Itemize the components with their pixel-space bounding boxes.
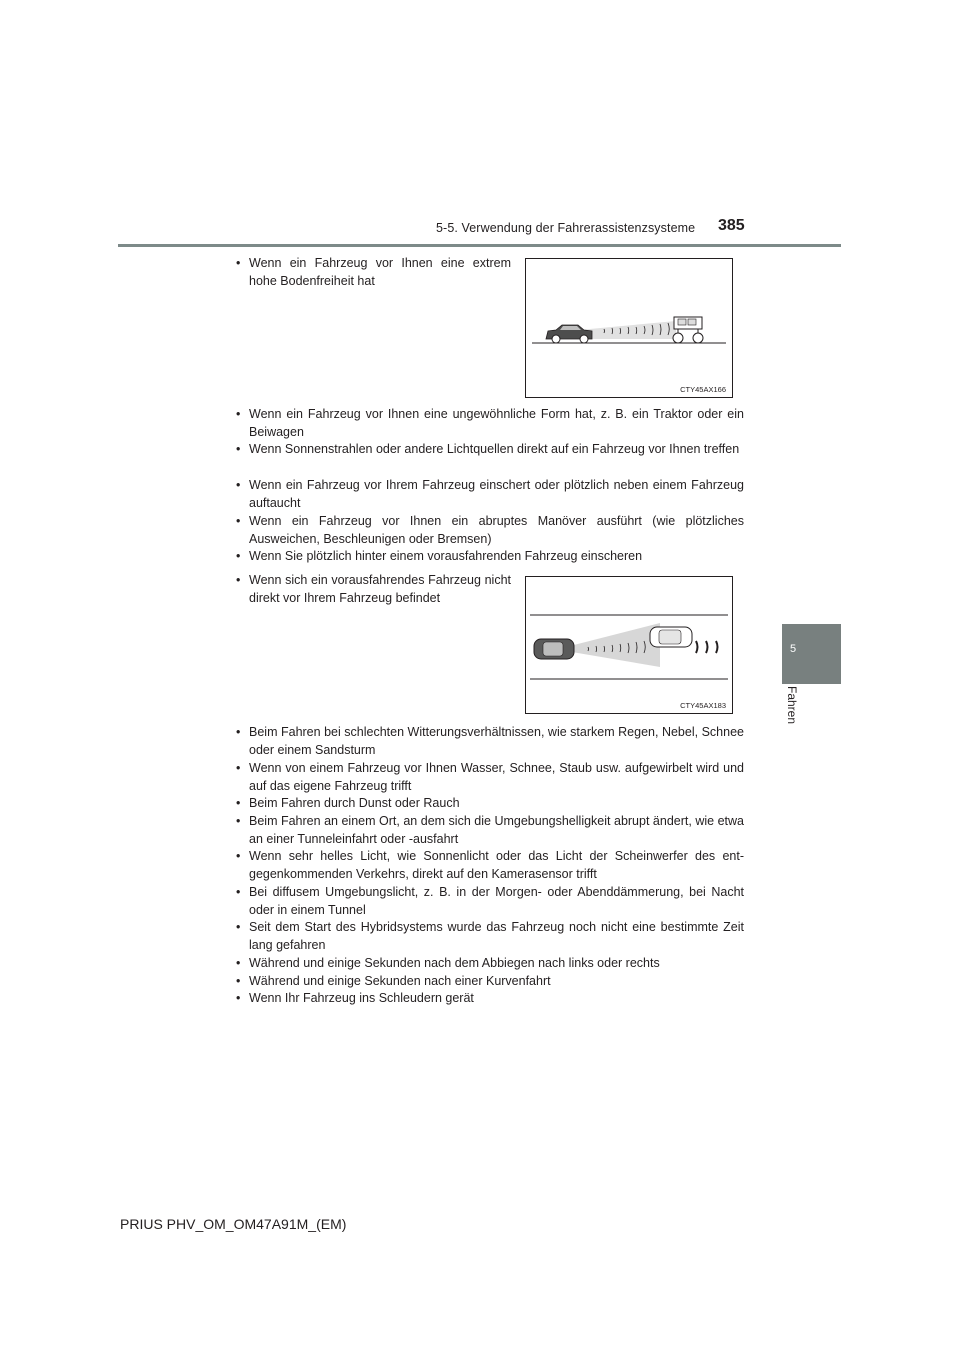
bullet-dot: •	[236, 514, 241, 528]
list-item	[236, 548, 744, 566]
bullet-dot: •	[236, 796, 241, 810]
list-item-text: Wenn ein Fahrzeug vor Ihnen eine extrem hohe Bodenfreiheit hat	[249, 256, 511, 288]
bullet-dot: •	[236, 573, 241, 587]
bullet-dot: •	[236, 256, 241, 270]
list-item	[236, 848, 744, 883]
list-item-text: Wenn ein Fahrzeug vor Ihnen eine ungewöhnliche Form hat, z. B. ein Traktor oder ein Beiwagen	[249, 407, 744, 439]
list-item	[236, 572, 511, 607]
bullet-dot: •	[236, 991, 241, 1005]
list-item	[236, 990, 744, 1008]
bullet-dot: •	[236, 974, 241, 988]
bullet-dot: •	[236, 442, 241, 456]
list-item	[236, 255, 511, 290]
header-divider	[118, 244, 841, 247]
list-item	[236, 441, 744, 459]
list-item	[236, 884, 744, 919]
bullet-dot: •	[236, 956, 241, 970]
list-item-text: Beim Fahren durch Dunst oder Rauch	[249, 796, 460, 810]
list-item-text: Wenn Sie plötzlich hinter einem vorausfahrenden Fahrzeug einscheren	[249, 549, 643, 563]
document-id: PRIUS PHV_OM_OM47A91M_(EM)	[120, 1216, 347, 1232]
list-item-text: Während und einige Sekunden nach dem Abbiegen nach links oder rechts	[249, 956, 660, 970]
bullet-dot: •	[236, 814, 241, 828]
list-item-text: Bei diffusem Umgebungslicht, z. B. in der Morgen- oder Abenddämmerung, bei Nacht oder in einem Tunnel	[249, 885, 744, 917]
list-item	[236, 406, 744, 441]
list-item	[236, 760, 744, 795]
chapter-label-container	[781, 686, 811, 746]
high-vehicle-icon	[673, 317, 703, 343]
page-number: 385	[718, 217, 745, 234]
list-item-text: Während und einige Sekunden nach einer Kurvenfahrt	[249, 974, 551, 988]
list-item-text: Beim Fahren bei schlechten Witterungsverhältnissen, wie starkem Regen, Nebel, Schnee oder einem Sandsturm	[249, 725, 744, 757]
bullet-dot: •	[236, 885, 241, 899]
list-item-text: Wenn sich ein vorausfahrendes Fahrzeug nicht direkt vor Ihrem Fahrzeug befindet	[249, 573, 511, 605]
list-item	[236, 973, 744, 991]
list-item-text: Seit dem Start des Hybridsystems wurde das Fahrzeug noch nicht eine bestimmte Zeit lang gefahren	[249, 920, 744, 952]
preceding-car-top-icon	[650, 627, 692, 647]
list-item	[236, 724, 744, 759]
list-item-text: Wenn von einem Fahrzeug vor Ihnen Wasser, Schnee, Staub usw. aufgewirbelt wird und auf das eigene Fahrzeug trifft	[249, 761, 744, 793]
bullet-dot: •	[236, 407, 241, 421]
bullet-dot: •	[236, 725, 241, 739]
list-item	[236, 513, 744, 548]
figure-offset-vehicle	[525, 576, 733, 714]
list-item-text: Wenn Ihr Fahrzeug ins Schleudern gerät	[249, 991, 474, 1005]
bullet-dot: •	[236, 849, 241, 863]
list-item	[236, 813, 744, 848]
own-car-top-icon	[534, 639, 574, 659]
figure-code: CTY45AX183	[680, 701, 726, 710]
list-item-text: Wenn Sonnenstrahlen oder andere Lichtquellen direkt auf ein Fahrzeug vor Ihnen treffen	[249, 442, 740, 456]
illustration-car-following-high-vehicle	[526, 259, 732, 397]
bullet-dot: •	[236, 761, 241, 775]
section-title: 5-5. Verwendung der Fahrerassistenzsysteme	[436, 221, 696, 235]
chapter-label: Fahren	[785, 686, 799, 725]
bullet-dot: •	[236, 920, 241, 934]
list-item	[236, 919, 744, 954]
list-item	[236, 795, 744, 813]
own-car-icon	[546, 325, 592, 343]
chapter-tab	[782, 624, 841, 684]
list-item	[236, 477, 744, 512]
list-item-text: Wenn sehr helles Licht, wie Sonnenlicht oder das Licht der Scheinwerfer des ent-gegenkommenden Verkehrs, direkt auf den Kamerasensor trifft	[249, 849, 744, 881]
list-item-text: Wenn ein Fahrzeug vor Ihnen ein abruptes Manöver ausführt (wie plötzliches Ausweichen, Beschleunigen oder Bremsen)	[249, 514, 744, 546]
list-item-text: Wenn ein Fahrzeug vor Ihrem Fahrzeug einschert oder plötzlich neben einem Fahrzeug auftaucht	[249, 478, 744, 510]
chapter-number: 5	[790, 643, 797, 655]
illustration-vehicle-not-directly-ahead	[526, 577, 732, 713]
list-item-text: Beim Fahren an einem Ort, an dem sich die Umgebungshelligkeit abrupt ändert, wie etwa an einer Tunneleinfahrt oder -ausfahrt	[249, 814, 744, 846]
figure-high-ground-clearance	[525, 258, 733, 398]
figure-code: CTY45AX166	[680, 385, 726, 394]
bullet-dot: •	[236, 478, 241, 492]
list-item	[236, 955, 744, 973]
bullet-dot: •	[236, 549, 241, 563]
